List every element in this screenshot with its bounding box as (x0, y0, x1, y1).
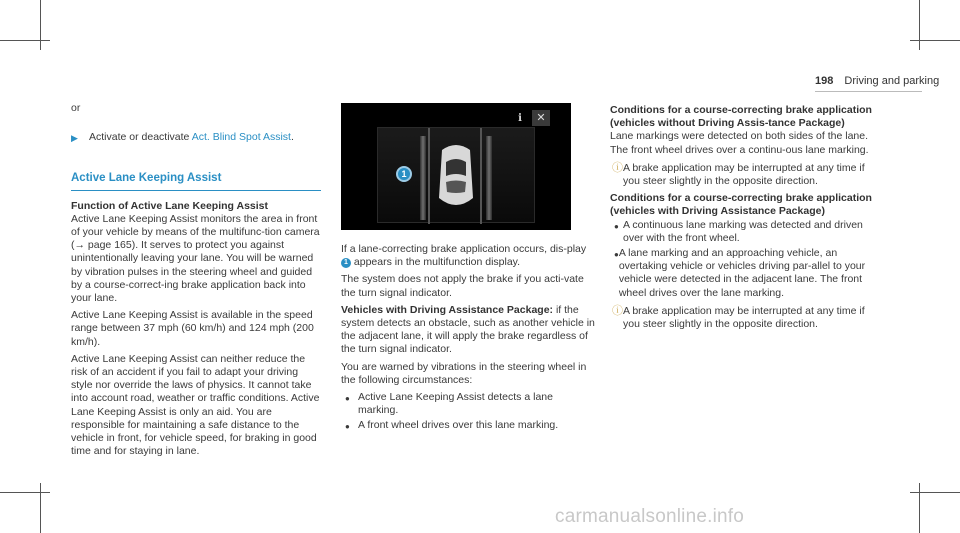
crop-mark (919, 0, 920, 50)
callout-1-marker: 1 (396, 166, 412, 182)
lane-marking-left (420, 136, 426, 220)
column-right (610, 104, 872, 335)
lane-marking-right (486, 136, 492, 220)
bullet-icon: ● (345, 422, 350, 432)
blind-spot-assist-link[interactable]: Act. Blind Spot Assist (191, 131, 291, 144)
callout-1-icon: 1 (341, 258, 351, 268)
crop-mark (910, 492, 960, 493)
bold-prefix: Vehicles with Driving Assistance Package: (341, 303, 554, 316)
note: ⓘ A brake application may be interrupted at any time if you steer slightly in the opposite direction. (612, 161, 865, 188)
paragraph: Active Lane Keeping Assist is available in the speed range between 37 mph (60 km/h) and 124 mph (200 km/h). (71, 309, 314, 348)
crop-mark (910, 40, 960, 41)
watermark: carmanualsonline.info (555, 506, 745, 527)
paragraph: Vehicles with Driving Assistance Package: if the system detects an obstacle, such as another vehicle in the adjacent lane, it will apply the brake regardless of the turn signal indicator. (341, 303, 595, 356)
close-icon[interactable]: ✕ (532, 110, 550, 126)
crop-mark (40, 0, 41, 50)
paragraph: Lane markings were detected on both sides of the lane. The front wheel drives over a continu-ous lane marking. (610, 130, 869, 156)
paragraph: If a lane-correcting brake application occurs, dis-play 1 appears in the multifunction display. (341, 243, 587, 269)
page-header (815, 75, 939, 87)
note: ⓘ A brake application may be interrupted at any time if you steer slightly in the opposite direction. (612, 304, 865, 331)
paragraph: Active Lane Keeping Assist monitors the area in front of your vehicle by means of the multifunc-tion camera (→ page 165). It serves to protect you against unintentionally leaving your lane. You will be warned by vibration pulses in the steering wheel and guided by a course-correct-ing brake application back into your lane. (71, 212, 320, 305)
bullet-icon: ● (614, 250, 619, 260)
conditions-heading: Conditions for a course-correcting brake application (vehicles without Driving Assis-tance Package) (610, 104, 872, 130)
crop-mark (0, 40, 50, 41)
column-middle (341, 103, 596, 436)
paragraph: You are warned by vibrations in the steering wheel in the following circumstances: (341, 360, 587, 386)
header-rule (815, 91, 922, 92)
list-item: ● A front wheel drives over this lane marking. (341, 419, 596, 433)
info-icon[interactable]: i (518, 113, 522, 124)
paragraph: The system does not apply the brake if you acti-vate the turn signal indicator. (341, 273, 584, 299)
paragraph: Active Lane Keeping Assist can neither reduce the risk of an accident if you fail to adapt your driving style nor override the laws of physics. It cannot take into account road, weather or traffic conditions. Active Lane Keeping Assist is only an aid. You are responsible for maintaining a safe distance to the vehicle in front, for vehicle speed, for braking in good time and for staying in lane. (71, 352, 320, 458)
column-left (71, 102, 321, 462)
car-icon (439, 145, 473, 205)
bullet-icon: ● (345, 394, 350, 404)
list-item: ● A lane marking and an approaching vehicle, an overtaking vehicle or vehicles driving par-allel to your vehicle were detected in the adjacent lane. The front wheel drives over the lane marking. (614, 247, 866, 299)
list-item: ● Active Lane Keeping Assist detects a lane marking. (345, 391, 553, 417)
section-title: Active Lane Keeping Assist (71, 172, 321, 190)
crop-mark (0, 492, 50, 493)
or-text: or (71, 102, 81, 114)
crop-mark (40, 483, 41, 533)
note-icon: ⓘ (612, 304, 623, 317)
page-number: 198 (815, 75, 834, 87)
list-item: ● A continuous lane marking was detected and driven over with the front wheel. (614, 218, 863, 244)
note-icon: ⓘ (612, 161, 623, 174)
bullet-icon: ● (614, 221, 619, 231)
action-arrow-icon: ▶ (71, 133, 78, 144)
crop-mark (919, 483, 920, 533)
function-heading: Function of Active Lane Keeping Assist (71, 199, 268, 212)
section-name: Driving and parking (844, 75, 940, 87)
conditions-heading: Conditions for a course-correcting brake application (vehicles with Driving Assistance Package) (610, 192, 872, 218)
action-step: ▶ Activate or deactivate Act. Blind Spot Assist. (71, 131, 321, 145)
display-illustration (341, 103, 571, 230)
action-text: Activate or deactivate (89, 131, 192, 144)
